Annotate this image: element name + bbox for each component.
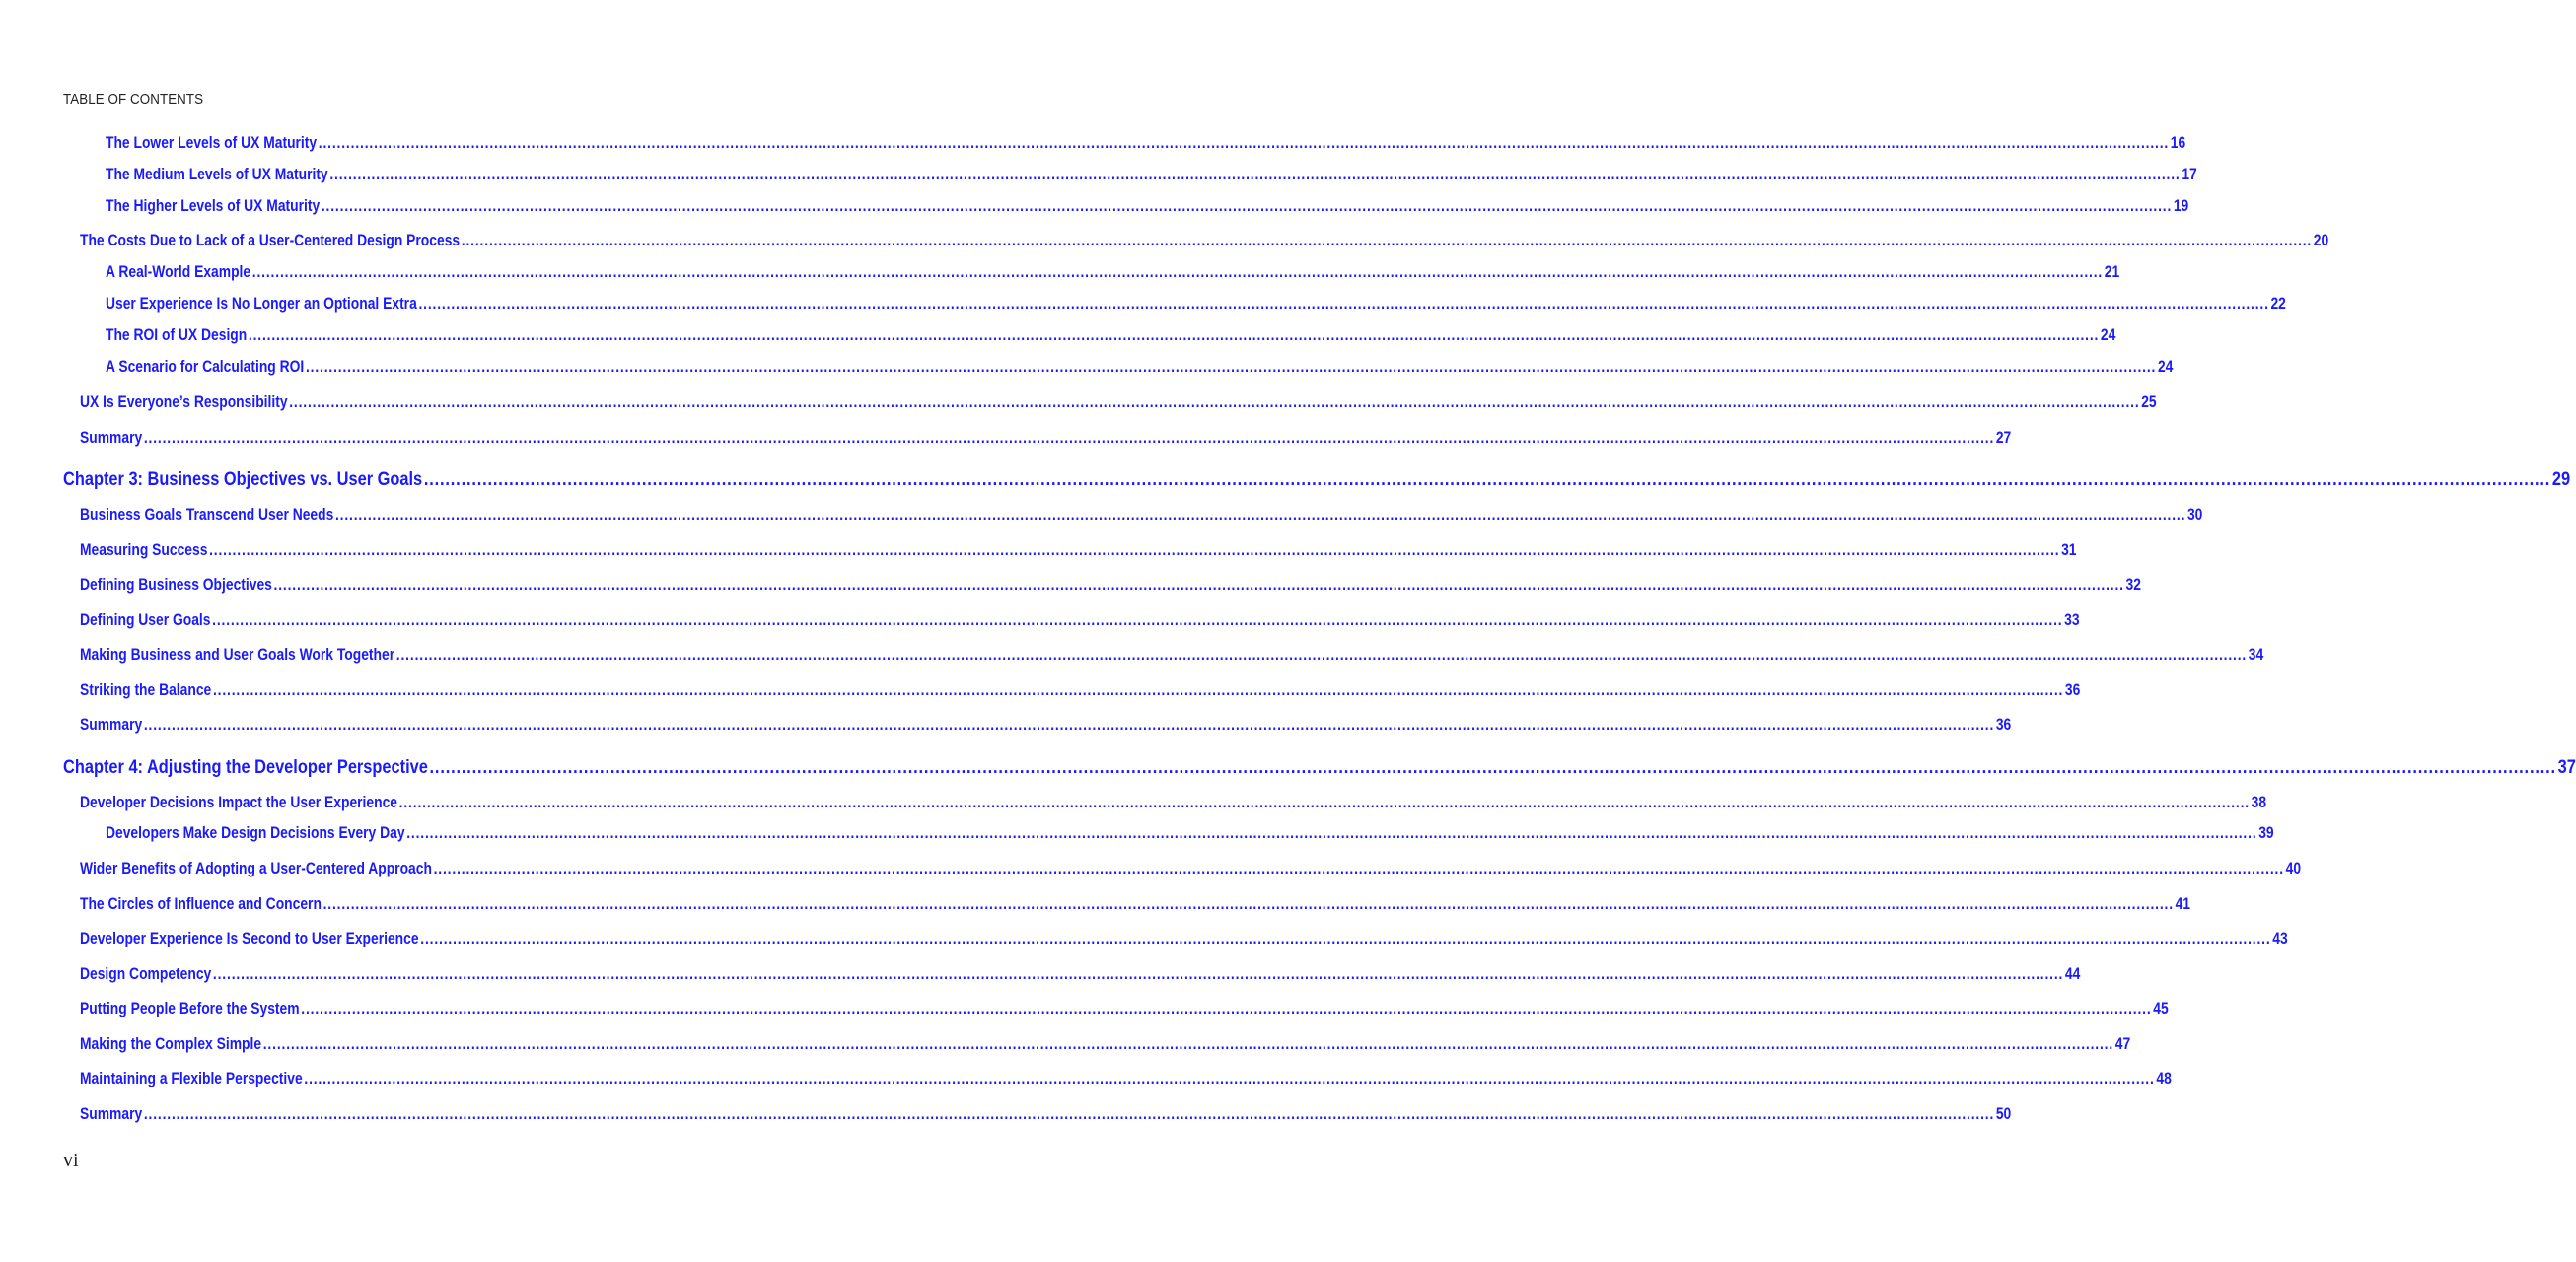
toc-entry[interactable] xyxy=(106,263,2120,287)
toc-entry[interactable] xyxy=(106,166,2197,189)
toc-entry-page-number: 27 xyxy=(1995,429,2012,447)
toc-chapter-entry[interactable] xyxy=(63,468,2571,496)
toc-entry-page-number: 39 xyxy=(2258,824,2274,842)
dot-leader: ................................................................................................................................................................................................................................................................................................................................................................................................................ xyxy=(321,197,2173,215)
toc-entry-inner xyxy=(80,1105,2012,1124)
dot-leader: ................................................................................................................................................................................................................................................................................................................................................................................................................ xyxy=(398,794,2250,811)
dot-leader: ................................................................................................................................................................................................................................................................................................................................................................................................................ xyxy=(273,576,2124,594)
toc-entry-page-number: 34 xyxy=(2248,646,2264,664)
toc-entry-title: UX Is Everyone’s Responsibility xyxy=(80,393,288,411)
toc-entry-page-number: 47 xyxy=(2114,1035,2131,1053)
toc-entry[interactable] xyxy=(106,358,2174,382)
dot-leader: ................................................................................................................................................................................................................................................................................................................................................................................................................ xyxy=(334,506,2186,524)
toc-entry-page-number: 43 xyxy=(2272,930,2288,947)
toc-entry[interactable] xyxy=(106,295,2286,318)
toc-entry-page-number: 48 xyxy=(2156,1070,2172,1087)
toc-entry[interactable] xyxy=(80,541,2077,565)
dot-leader: ................................................................................................................................................................................................................................................................................................................................................................................................................ xyxy=(262,1035,2114,1053)
toc-entry-page-number: 45 xyxy=(2153,1000,2169,1017)
dot-leader: ................................................................................................................................................................................................................................................................................................................................................................................................................ xyxy=(322,895,2174,913)
toc-entry-page-number: 33 xyxy=(2064,611,2080,629)
toc-entry[interactable] xyxy=(80,232,2329,255)
toc-entry-inner xyxy=(80,681,2081,700)
dot-leader: ................................................................................................................................................................................................................................................................................................................................................................................................................ xyxy=(433,860,2284,877)
toc-entry[interactable] xyxy=(80,576,2141,599)
toc-entry-page-number: 19 xyxy=(2173,197,2189,215)
toc-entry-page-number: 21 xyxy=(2104,263,2120,281)
toc-entry-title: Business Goals Transcend User Needs xyxy=(80,506,334,524)
toc-entry-title: The Medium Levels of UX Maturity xyxy=(106,166,328,183)
toc-entry-page-number: 31 xyxy=(2061,541,2077,559)
toc-entry-inner xyxy=(80,794,2267,812)
toc-entry-title: The Costs Due to Lack of a User-Centered Design Process xyxy=(80,232,461,249)
toc-entry[interactable] xyxy=(80,506,2203,529)
toc-entry-page-number: 41 xyxy=(2175,895,2191,913)
toc-entry-page-number: 44 xyxy=(2064,965,2081,983)
toc-entry-inner xyxy=(80,1035,2131,1054)
toc-entry[interactable] xyxy=(80,965,2081,989)
toc-entry-page-number: 29 xyxy=(2551,468,2571,490)
toc-entry-title: The ROI of UX Design xyxy=(106,326,248,344)
dot-leader: ................................................................................................................................................................................................................................................................................................................................................................................................................ xyxy=(423,468,2551,490)
toc-entry[interactable] xyxy=(106,824,2274,848)
toc-entry-page-number: 17 xyxy=(2182,166,2197,183)
toc-entry-inner xyxy=(106,166,2197,184)
toc-entry[interactable] xyxy=(80,716,2012,739)
toc-entry-title: Defining Business Objectives xyxy=(80,576,272,594)
toc-entry-inner xyxy=(80,895,2191,914)
toc-entry-page-number: 24 xyxy=(2100,326,2116,344)
dot-leader: ................................................................................................................................................................................................................................................................................................................................................................................................................ xyxy=(329,166,2181,183)
dot-leader: ................................................................................................................................................................................................................................................................................................................................................................................................................ xyxy=(395,646,2248,664)
toc-entry[interactable] xyxy=(106,326,2116,350)
toc-entry[interactable] xyxy=(80,1000,2169,1023)
dot-leader: ................................................................................................................................................................................................................................................................................................................................................................................................................ xyxy=(212,611,2063,629)
toc-entry-title: Summary xyxy=(80,1105,143,1123)
toc-entry-inner xyxy=(80,506,2203,525)
toc-entry-inner xyxy=(63,468,2571,491)
toc-entry-inner xyxy=(106,358,2174,377)
toc-entry-title: Making Business and User Goals Work Together xyxy=(80,646,395,664)
toc-entry-inner xyxy=(80,1000,2169,1018)
toc-entry-title: Summary xyxy=(80,716,143,734)
toc-entry-inner xyxy=(80,232,2329,250)
dot-leader: ................................................................................................................................................................................................................................................................................................................................................................................................................ xyxy=(406,824,2257,842)
toc-entry-title: Putting People Before the System xyxy=(80,1000,300,1017)
toc-entry-title: Summary xyxy=(80,429,143,447)
dot-leader: ................................................................................................................................................................................................................................................................................................................................................................................................................ xyxy=(143,429,1995,447)
dot-leader: ................................................................................................................................................................................................................................................................................................................................................................................................................ xyxy=(461,232,2313,249)
toc-entry[interactable] xyxy=(80,1035,2131,1059)
toc-entry[interactable] xyxy=(80,681,2081,705)
toc-entry-inner xyxy=(106,326,2116,345)
toc-entry-title: Defining User Goals xyxy=(80,611,211,629)
toc-entry-inner xyxy=(106,197,2189,216)
dot-leader: ................................................................................................................................................................................................................................................................................................................................................................................................................ xyxy=(248,326,2100,344)
toc-entry-page-number: 24 xyxy=(2157,358,2174,376)
dot-leader: ................................................................................................................................................................................................................................................................................................................................................................................................................ xyxy=(212,965,2064,983)
toc-entry-page-number: 22 xyxy=(2270,295,2286,313)
toc-entry-title: Chapter 4: Adjusting the Developer Perspective xyxy=(63,756,428,778)
toc-entry[interactable] xyxy=(80,930,2288,953)
toc-entry-title: Developer Decisions Impact the User Experience xyxy=(80,794,397,811)
toc-entry[interactable] xyxy=(80,646,2264,669)
toc-entry-page-number: 38 xyxy=(2251,794,2267,811)
toc-entry-inner xyxy=(80,576,2141,595)
dot-leader: ................................................................................................................................................................................................................................................................................................................................................................................................................ xyxy=(420,930,2271,947)
toc-entry-inner xyxy=(80,965,2081,984)
toc-entry-title: The Circles of Influence and Concern xyxy=(80,895,322,913)
toc-entry-inner xyxy=(80,646,2264,665)
toc-entry[interactable] xyxy=(80,794,2267,817)
toc-entry[interactable] xyxy=(80,611,2080,635)
toc-entry-title: Design Competency xyxy=(80,965,212,983)
toc-entry-title: The Higher Levels of UX Maturity xyxy=(106,197,321,215)
dot-leader: ................................................................................................................................................................................................................................................................................................................................................................................................................ xyxy=(304,1070,2155,1087)
toc-entry[interactable] xyxy=(80,1070,2172,1093)
toc-entry-inner xyxy=(106,824,2274,843)
toc-entry-page-number: 25 xyxy=(2141,393,2157,411)
toc-entry[interactable] xyxy=(106,197,2189,221)
toc-entry[interactable] xyxy=(80,860,2302,883)
toc-entry-title: Making the Complex Simple xyxy=(80,1035,262,1053)
toc-entry-inner xyxy=(106,295,2286,314)
toc-entry-inner xyxy=(80,541,2077,560)
toc-entry[interactable] xyxy=(106,134,2186,158)
toc-entry-inner xyxy=(80,716,2012,735)
toc-entry-title: Striking the Balance xyxy=(80,681,212,699)
toc-entry-page-number: 50 xyxy=(1995,1105,2012,1123)
toc-entry-title: A Real-World Example xyxy=(106,263,251,281)
dot-leader: ................................................................................................................................................................................................................................................................................................................................................................................................................ xyxy=(318,134,2170,152)
page-folio: vi xyxy=(63,1150,79,1171)
toc-entry-title: User Experience Is No Longer an Optional Extra xyxy=(106,295,417,313)
toc-entry-inner xyxy=(80,393,2157,412)
toc-entry[interactable] xyxy=(80,1105,2012,1129)
running-head: TABLE OF CONTENTS xyxy=(63,92,204,107)
toc-entry-page-number: 20 xyxy=(2313,232,2329,249)
toc-entry-inner xyxy=(80,930,2288,948)
toc-entry-page-number: 36 xyxy=(1995,716,2012,734)
dot-leader: ................................................................................................................................................................................................................................................................................................................................................................................................................ xyxy=(212,681,2064,699)
toc-chapter-entry[interactable] xyxy=(63,756,2576,784)
toc-entry-title: Wider Benefits of Adopting a User-Centered Approach xyxy=(80,860,432,877)
toc-entry-page-number: 16 xyxy=(2170,134,2186,152)
dot-leader: ................................................................................................................................................................................................................................................................................................................................................................................................................ xyxy=(289,393,2140,411)
dot-leader: ................................................................................................................................................................................................................................................................................................................................................................................................................ xyxy=(429,756,2556,778)
toc-entry-inner xyxy=(80,860,2302,878)
toc-entry-title: The Lower Levels of UX Maturity xyxy=(106,134,318,152)
dot-leader: ................................................................................................................................................................................................................................................................................................................................................................................................................ xyxy=(143,716,1995,734)
toc-entry[interactable] xyxy=(80,429,2012,453)
toc-entry-page-number: 30 xyxy=(2186,506,2203,524)
toc-entry-title: Developer Experience Is Second to User Experience xyxy=(80,930,419,947)
toc-entry-inner xyxy=(106,263,2120,282)
toc-entry-title: Measuring Success xyxy=(80,541,208,559)
toc-entry-inner xyxy=(106,134,2186,153)
dot-leader: ................................................................................................................................................................................................................................................................................................................................................................................................................ xyxy=(305,358,2157,376)
toc-entry-inner xyxy=(80,429,2012,448)
toc-entry-page-number: 32 xyxy=(2125,576,2141,594)
toc-entry-title: A Scenario for Calculating ROI xyxy=(106,358,305,376)
toc-entry[interactable] xyxy=(80,895,2191,919)
toc-entry-page-number: 40 xyxy=(2285,860,2302,877)
dot-leader: ................................................................................................................................................................................................................................................................................................................................................................................................................ xyxy=(418,295,2269,313)
toc-entry-page-number: 37 xyxy=(2557,756,2576,778)
toc-entry-title: Chapter 3: Business Objectives vs. User Goals xyxy=(63,468,423,490)
toc-entry-inner xyxy=(80,611,2080,630)
toc-entry-inner xyxy=(80,1070,2172,1088)
toc-entry[interactable] xyxy=(80,393,2157,417)
dot-leader: ................................................................................................................................................................................................................................................................................................................................................................................................................ xyxy=(301,1000,2152,1017)
toc-entry-inner xyxy=(63,756,2576,779)
dot-leader: ................................................................................................................................................................................................................................................................................................................................................................................................................ xyxy=(251,263,2104,281)
dot-leader: ................................................................................................................................................................................................................................................................................................................................................................................................................ xyxy=(143,1105,1995,1123)
dot-leader: ................................................................................................................................................................................................................................................................................................................................................................................................................ xyxy=(209,541,2060,559)
toc-entry-title: Developers Make Design Decisions Every Day xyxy=(106,824,405,842)
toc-entry-title: Maintaining a Flexible Perspective xyxy=(80,1070,303,1087)
toc-entry-page-number: 36 xyxy=(2064,681,2081,699)
